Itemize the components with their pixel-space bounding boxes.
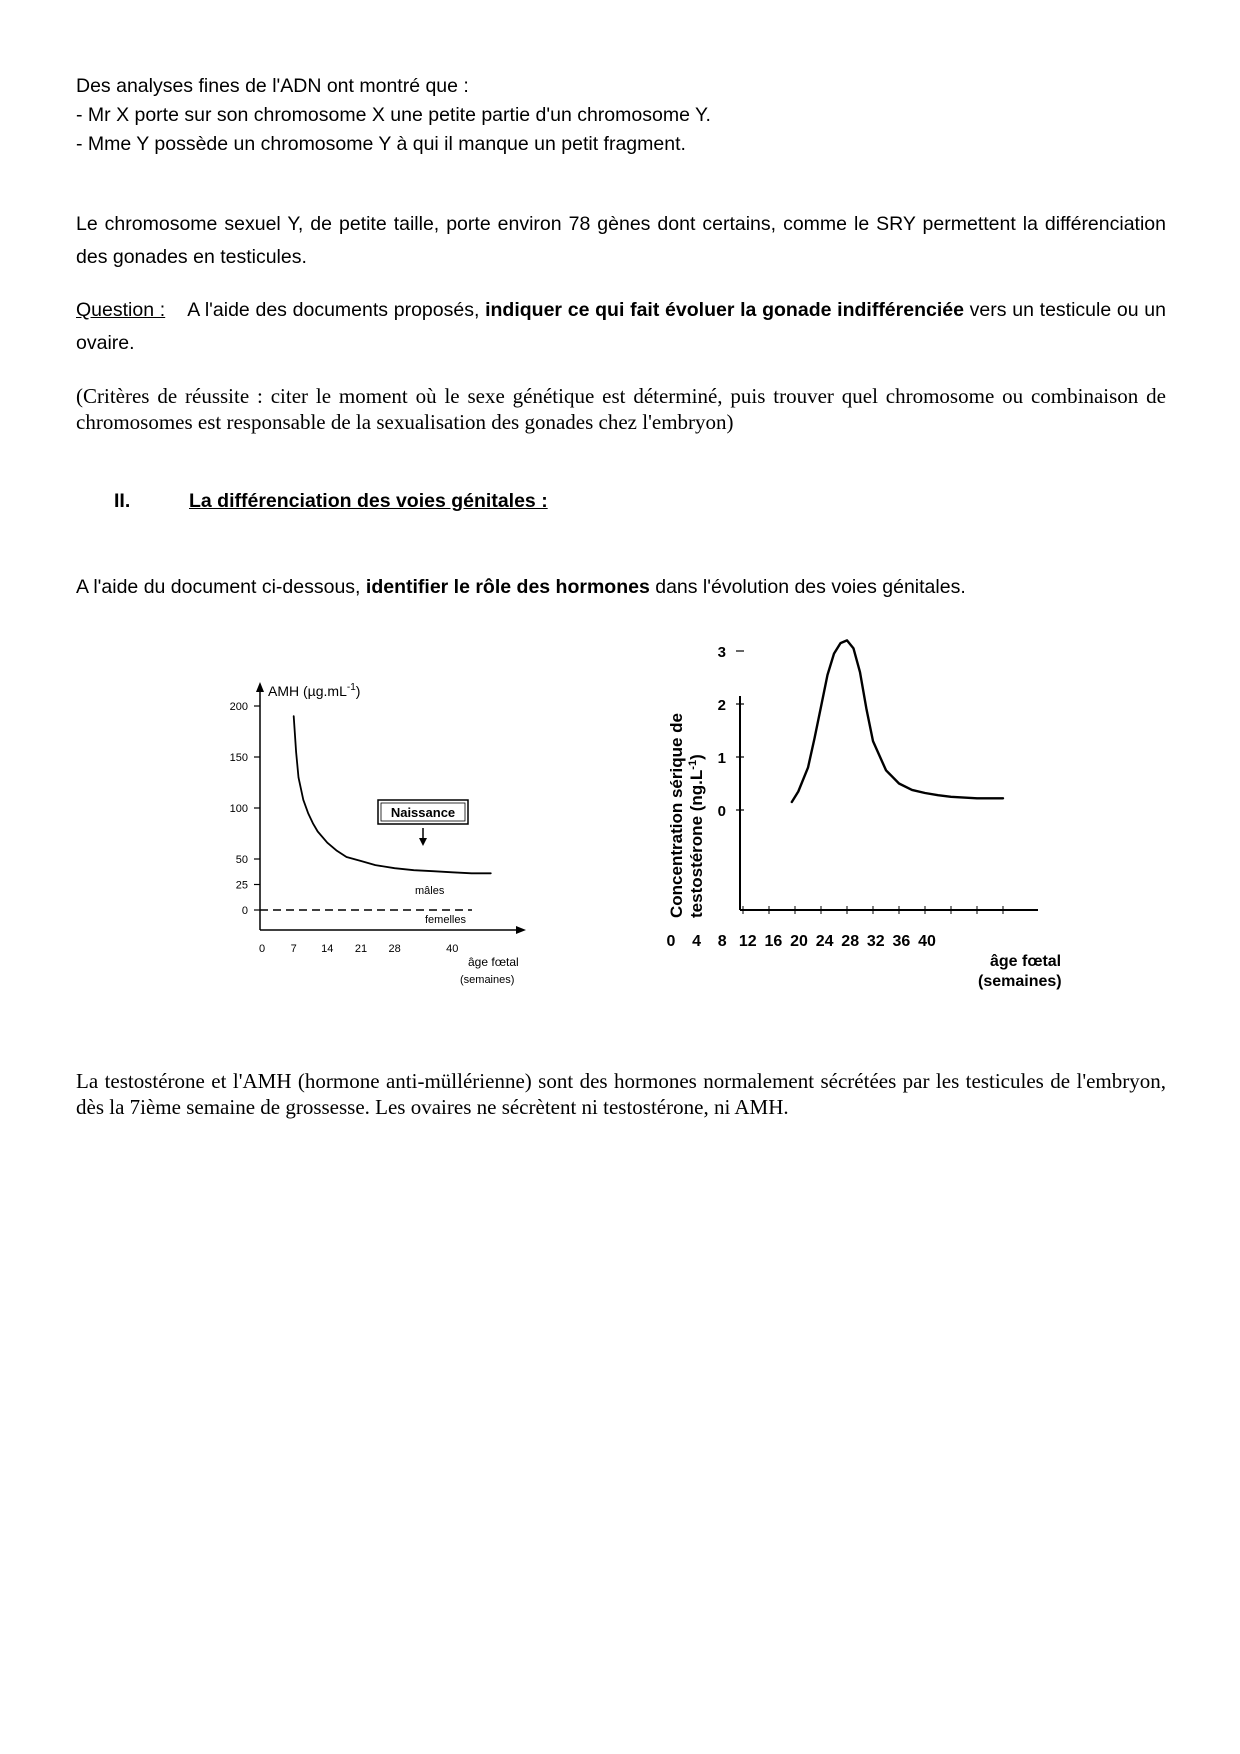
testo-x-tick-label: 4 bbox=[692, 933, 702, 950]
amh-x-tick-label: 21 bbox=[354, 943, 368, 955]
instruction-post: dans l'évolution des voies génitales. bbox=[649, 576, 966, 598]
amh-y-tick-label: 50 bbox=[235, 854, 248, 866]
testosterone-chart bbox=[660, 644, 1080, 1008]
amh-x-tick-label: 28 bbox=[388, 943, 401, 955]
intro-lead: Des analyses fines de l'ADN ont montré que : bbox=[76, 75, 469, 97]
question-text-post: vers un testicule ou un ovaire. bbox=[76, 299, 1166, 354]
testo-y-tick-label: 2 bbox=[717, 697, 726, 714]
criteria-paragraph: (Critères de réussite : citer le moment où le sexe génétique est déterminé, puis trouver quel chromosome ou combinaison de chromosomes est responsable de la sexualisation des gonades chez l'embryon) bbox=[76, 384, 1166, 434]
question-paragraph bbox=[76, 294, 1166, 360]
instruction-paragraph bbox=[76, 573, 1166, 602]
testo-x-tick-label: 12 bbox=[738, 933, 757, 950]
amh-y-tick-label: 25 bbox=[235, 879, 248, 892]
amh-x-axis-arrow bbox=[516, 926, 526, 934]
testo-x-tick-label: 24 bbox=[815, 933, 834, 950]
amh-y-tick-label: 0 bbox=[241, 905, 248, 917]
amh-y-tick-label: 150 bbox=[229, 752, 248, 764]
testo-x-tick-label: 16 bbox=[764, 933, 783, 950]
intro-item-mr-x: - Mr X porte sur son chromosome X une petite partie d'un chromosome Y. bbox=[76, 104, 711, 126]
testo-x-tick-label: 32 bbox=[866, 933, 885, 950]
amh-chart bbox=[210, 668, 540, 998]
section-title: La différenciation des voies génitales : bbox=[189, 490, 548, 512]
naissance-arrow-head bbox=[419, 838, 427, 846]
amh-y-axis-arrow bbox=[256, 682, 264, 692]
instruction-bold: identifier le rôle des hormones bbox=[365, 576, 650, 598]
amh-x-tick-label: 0 bbox=[258, 943, 266, 955]
testo-x-tick-label: 28 bbox=[841, 933, 860, 950]
amh-y-tick-label: 200 bbox=[229, 701, 248, 713]
testo-x-label-unit: (semaines) bbox=[978, 973, 1062, 990]
amh-series-label-females: femelles bbox=[425, 914, 466, 926]
amh-x-tick-label: 40 bbox=[446, 943, 459, 955]
testo-x-tick-label: 8 bbox=[717, 933, 727, 950]
amh-x-label: âge fœtal bbox=[468, 955, 519, 969]
closing-paragraph: La testostérone et l'AMH (hormone anti-müllérienne) sont des hormones normalement sécrétées par les testicules de l'embryon, dès la 7ième semaine de grossesse. Les ovaires ne sécrètent ni testostérone, ni AMH. bbox=[76, 1069, 1166, 1119]
testo-series-line bbox=[792, 640, 1003, 802]
naissance-label: Naissance bbox=[390, 805, 456, 820]
testo-x-tick-label: 20 bbox=[790, 933, 808, 950]
amh-x-tick-label: 14 bbox=[321, 943, 334, 955]
question-text-bold: indiquer ce qui fait évoluer la gonade indifférenciée bbox=[485, 299, 964, 321]
amh-y-label: AMH $(\mu g.mL^{-1})$ bbox=[268, 682, 361, 699]
testo-x-label: âge fœtal bbox=[990, 953, 1062, 970]
question-label: Question : bbox=[76, 299, 166, 321]
amh-y-tick-label: 100 bbox=[229, 803, 248, 815]
question-text-pre: A l'aide des documents proposés, bbox=[187, 299, 486, 321]
amh-series-line-males bbox=[294, 716, 491, 873]
testo-y-tick-label: 1 bbox=[717, 750, 726, 767]
instruction-pre: A l'aide du document ci-dessous, bbox=[76, 576, 366, 598]
chromosome-y-paragraph: Le chromosome sexuel Y, de petite taille, porte environ 78 gènes dont certains, comme le SRY permettent la différenciation des gonades en testicules. bbox=[76, 213, 1166, 268]
testo-x-tick-label: 0 bbox=[666, 933, 676, 950]
testo-y-label-group bbox=[667, 713, 706, 918]
amh-series-label-males: mâles bbox=[415, 885, 445, 897]
section-number: II. bbox=[114, 490, 131, 512]
testo-y-label-line2: testostérone $(ng.L^{-1})$ bbox=[687, 754, 706, 918]
intro-block bbox=[76, 72, 1166, 159]
amh-x-tick-label: 7 bbox=[290, 943, 297, 955]
testo-y-tick-label: 0 bbox=[717, 803, 726, 820]
testo-y-tick-label: 3 bbox=[717, 644, 726, 661]
testo-x-tick-label: 40 bbox=[918, 933, 936, 950]
amh-x-label-unit: (semaines) bbox=[460, 974, 515, 986]
testo-x-tick-label: 36 bbox=[892, 933, 911, 950]
testo-y-label-line1: Concentration sérique de bbox=[667, 713, 686, 918]
intro-item-mme-y: - Mme Y possède un chromosome Y à qui il manque un petit fragment. bbox=[76, 133, 686, 155]
